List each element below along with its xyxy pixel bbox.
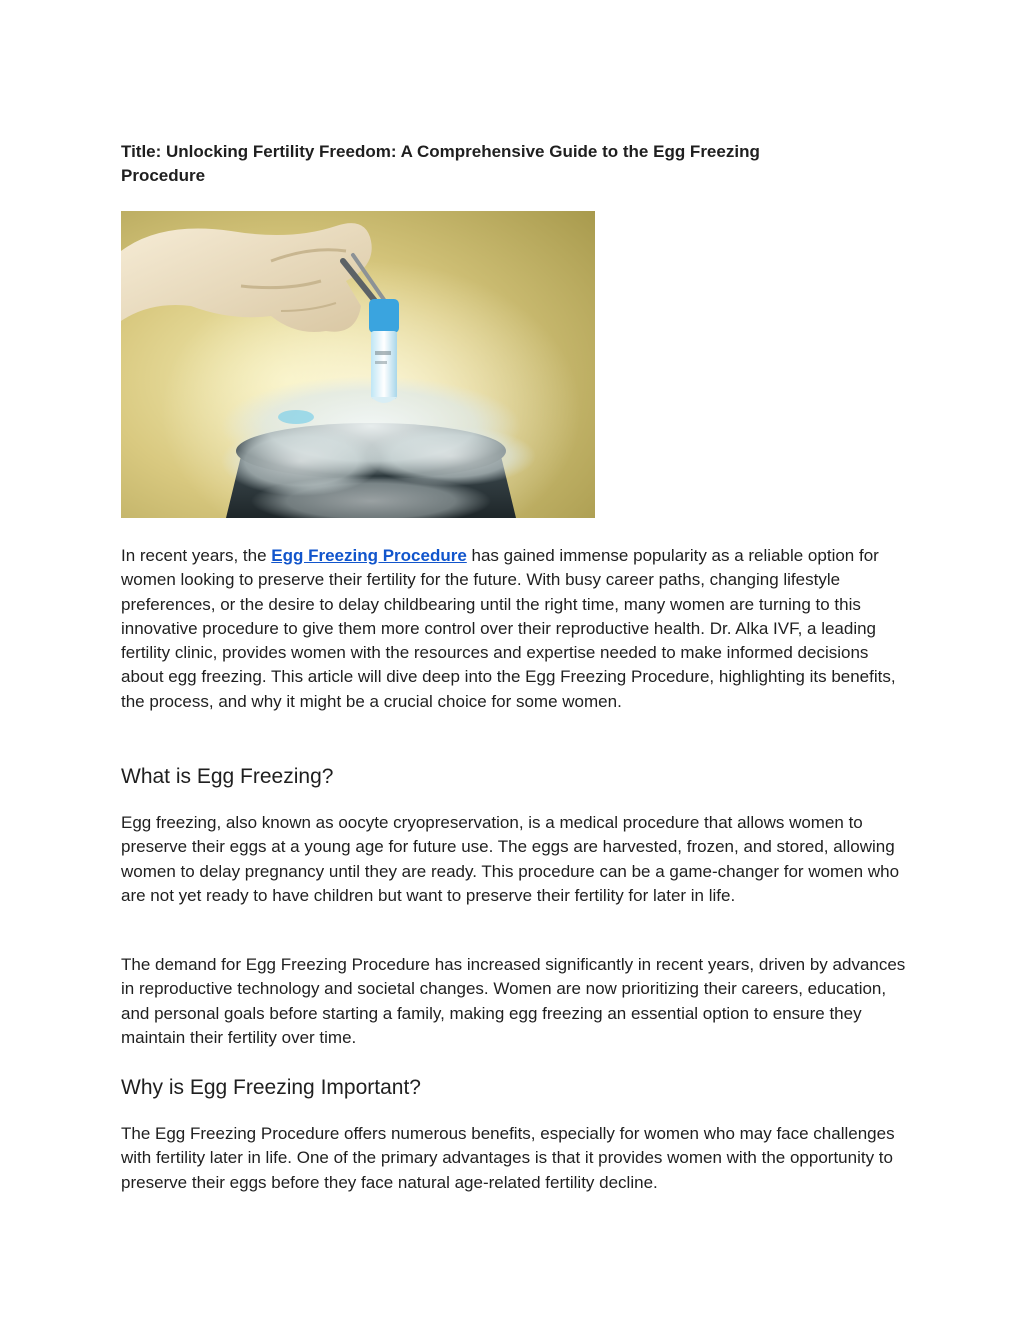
document-title: Title: Unlocking Fertility Freedom: A Comprehensive Guide to the Egg Freezing Procedure xyxy=(121,142,760,185)
hero-image-egg-freezing xyxy=(121,211,595,518)
why-important-paragraph-1: The Egg Freezing Procedure offers numerous benefits, especially for women who may face challenges with fertility later in life. One of the primary advantages is that it provides women with the opportunity to preserve their eggs before they face natural age-related fertility decline. xyxy=(121,1124,895,1192)
intro-paragraph xyxy=(121,544,906,714)
section-heading-why-important: Why is Egg Freezing Important? xyxy=(121,1076,421,1099)
what-is-egg-freezing-paragraph-1: Egg freezing, also known as oocyte cryopreservation, is a medical procedure that allows women to preserve their eggs at a young age for future use. The eggs are harvested, frozen, and stored, allowing women to delay pregnancy until they are ready. This procedure can be a game-changer for women who are not yet ready to have children but want to preserve their fertility for later in life. xyxy=(121,813,900,905)
intro-text-after-link: has gained immense popularity as a reliable option for women looking to preserve their fertility for the future. With busy career paths, changing lifestyle preferences, or the desire to delay childbearing until the right time, many women are turning to this innovative procedure to give them more control over their reproductive health. Dr. Alka IVF, a leading fertility clinic, provides women with the resources and expertise needed to make informed decisions about egg freezing. This article will dive deep into the Egg Freezing Procedure, highlighting its benefits, the process, and why it might be a crucial choice for some women. xyxy=(121,546,896,711)
section-heading-what-is-egg-freezing: What is Egg Freezing? xyxy=(121,765,334,788)
what-is-egg-freezing-paragraph-2: The demand for Egg Freezing Procedure has increased significantly in recent years, driven by advances in reproductive technology and societal changes. Women are now prioritizing their careers, education, and personal goals before starting a family, making egg freezing an essential option to ensure they maintain their fertility over time. xyxy=(121,955,906,1047)
egg-freezing-procedure-link[interactable]: Egg Freezing Procedure xyxy=(271,546,467,565)
intro-text-before-link: In recent years, the xyxy=(121,546,272,565)
